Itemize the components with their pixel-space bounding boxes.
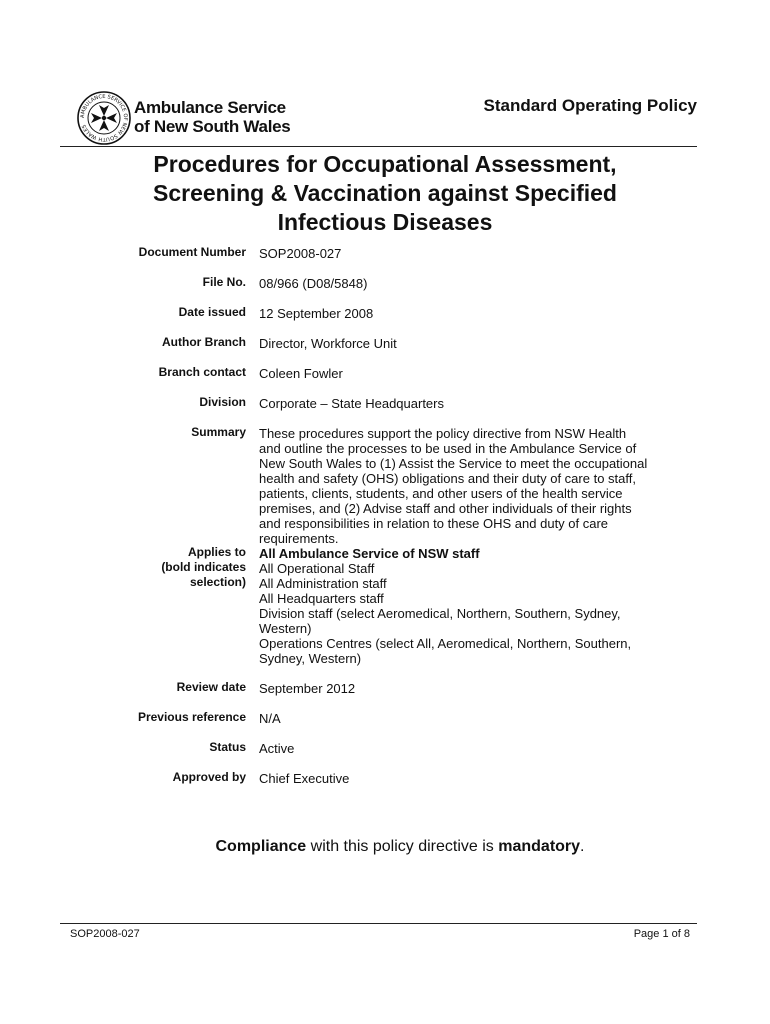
status-value: Active (259, 741, 295, 756)
applies-to-label (161, 545, 246, 590)
division-label: Division (199, 395, 246, 409)
previous-reference-value: N/A (259, 711, 281, 726)
summary-line: health and safety (OHS) obligations and their duty of care to staff, (259, 471, 636, 486)
summary-line: These procedures support the policy directive from NSW Health (259, 426, 627, 441)
division-value: Corporate – State Headquarters (259, 396, 444, 411)
document-number-value: SOP2008-027 (259, 246, 342, 261)
summary-line: and responsibilities in relation to these OHS and duty of care (259, 516, 609, 531)
author-branch-value: Director, Workforce Unit (259, 336, 397, 351)
applies-to-item: Western) (259, 621, 312, 636)
applies-to-label-line: selection) (189, 575, 246, 589)
applies-to-label-line: Applies to (187, 545, 246, 559)
summary-line: New South Wales to (1) Assist the Service to meet the occupational (259, 456, 648, 471)
organization-logo (76, 90, 306, 146)
applies-to-item: Operations Centres (select All, Aeromedical, Northern, Southern, (259, 636, 632, 651)
document-title (100, 150, 670, 237)
applies-to-item: Sydney, Western) (259, 651, 362, 666)
ambulance-seal-icon (76, 90, 132, 146)
summary-line: premises, and (2) Advise staff and other individuals of their rights (259, 501, 632, 516)
branch-contact-value: Coleen Fowler (259, 366, 343, 381)
compliance-word: Compliance (215, 838, 307, 855)
title-line: Screening & Vaccination against Specified (153, 180, 617, 206)
summary-line: and outline the processes to be used in the Ambulance Service of (259, 441, 637, 456)
compliance-statement (0, 838, 770, 856)
date-issued-value: 12 September 2008 (259, 306, 374, 321)
applies-to-list (259, 546, 631, 666)
footer-doc-number: SOP2008-027 (70, 928, 140, 940)
summary-line: patients, clients, students, and other users of the health service (259, 486, 623, 501)
summary-text (259, 426, 647, 546)
author-branch-label: Author Branch (162, 335, 246, 349)
title-line: Infectious Diseases (277, 209, 493, 235)
approved-by-label: Approved by (172, 770, 246, 784)
footer-divider (60, 923, 697, 924)
file-no-value: 08/966 (D08/5848) (259, 276, 368, 291)
applies-to-label-line: (bold indicates (161, 560, 246, 574)
summary-label: Summary (191, 425, 246, 439)
page-number: Page 1 of 8 (633, 928, 690, 940)
organization-name-line2: of New South Wales (134, 117, 291, 136)
title-line: Procedures for Occupational Assessment, (153, 151, 617, 177)
previous-reference-label: Previous reference (137, 710, 246, 724)
document-number-label: Document Number (138, 245, 246, 259)
applies-to-item: All Operational Staff (259, 561, 375, 576)
branch-contact-label: Branch contact (158, 365, 246, 379)
applies-to-item-selected: All Ambulance Service of NSW staff (259, 546, 480, 561)
applies-to-item: Division staff (select Aeromedical, Northern, Southern, Sydney, (259, 606, 621, 621)
status-label: Status (209, 740, 246, 754)
compliance-end: . (580, 838, 585, 855)
organization-name-line1: Ambulance Service (134, 98, 286, 117)
document-type: Standard Operating Policy (483, 96, 697, 115)
header-divider (60, 146, 697, 147)
applies-to-item: All Headquarters staff (259, 591, 384, 606)
mandatory-word: mandatory (498, 838, 581, 855)
applies-to-item: All Administration staff (259, 576, 387, 591)
date-issued-label: Date issued (178, 305, 246, 319)
review-date-value: September 2012 (259, 681, 356, 696)
summary-line: requirements. (259, 531, 339, 546)
seal-ring-text: AMBULANCE SERVICE OF NEW SOUTH WALES (79, 93, 129, 143)
file-no-label: File No. (202, 275, 246, 289)
review-date-label: Review date (176, 680, 246, 694)
approved-by-value: Chief Executive (259, 771, 350, 786)
compliance-middle: with this policy directive is (306, 838, 499, 855)
